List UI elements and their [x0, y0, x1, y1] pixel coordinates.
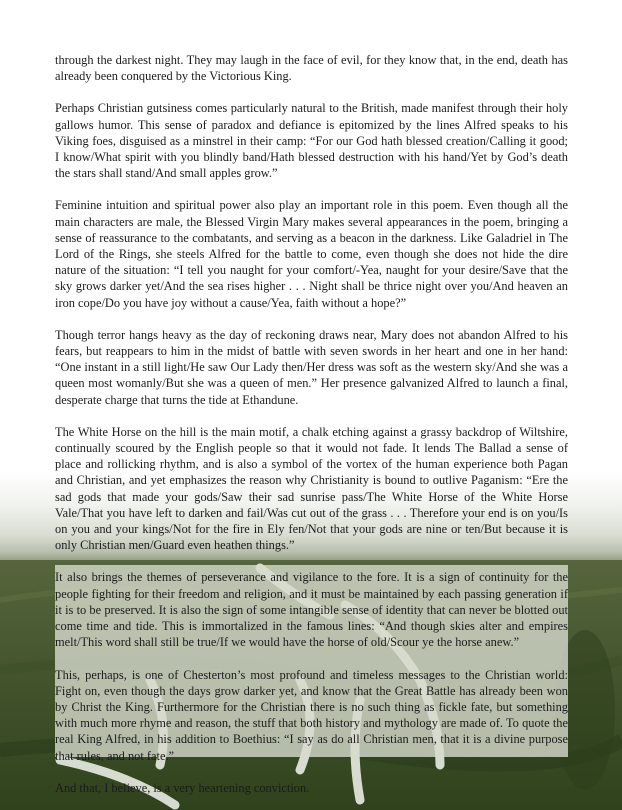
article-body	[55, 52, 568, 796]
paragraph-5: The White Horse on the hill is the main motif, a chalk etching against a grassy backdrop of Wiltshire, continually scoured by the English people so that it would not fade. It lends The Ballad a sense of place and rollicking rhythm, and is also a symbol of the vortex of the human experience both Pagan and Christian, and yet emphasizes the reason why Christianity is bound to outlive Paganism: “Ere the sad gods that made your gods/Saw their sad sunrise pass/The White Horse of the White Horse Vale/That you have left to darken and fail/Was cut out of the grass . . . Therefore your end is on you/Is on you and your kings/Not for the fire in Ely fen/Not that your gods are nine or ten/But because it is only Christian men/Guard even heathen things.”	[55, 424, 568, 553]
paragraph-6: It also brings the themes of perseverance and vigilance to the fore. It is a sign of continuity for the people fighting for their freedom and religion, and it must be maintained by each passing generation if it is to be preserved. It is also the sign of some intangible sense of identity that can never be blotted out come time and tide. This is immortalized in the famous lines: “And though skies alter and empires melt/This word shall still be true/If we would have the horse of old/Scour ye the horse anew.”	[55, 570, 568, 650]
paragraph-4: Though terror hangs heavy as the day of reckoning draws near, Mary does not abandon Alfred to his fears, but reappears to him in the midst of battle with seven swords in her heart and one in her hand: “One instant in a still light/He saw Our Lady then/Her dress was soft as the western sky/And she was a queen most womanly/But she was a queen of men.” Her presence galvanized Alfred to launch a final, desperate charge that turns the tide at Ethandune.	[55, 327, 568, 407]
paragraph-7: This, perhaps, is one of Chesterton’s most profound and timeless messages to the Christian world: Fight on, even though the days grow darker yet, and know that the Great Battle has already been won by Christ the King. Furthermore for the Christian there is no such thing as fickle fate, but something with much more rhyme and reason, the stuff that both history and mythology are made of. To quote the real King Alfred, in his addition to Boethius: “I say as do all Christian men, that it is a divine purpose that rules, and not fate.”	[55, 667, 568, 763]
paragraph-8: And that, I believe, is a very heartening conviction.	[55, 780, 310, 795]
paragraph-2: Perhaps Christian gutsiness comes particularly natural to the British, made manifest through their holy gallows humor. This sense of paradox and defiance is epitomized by the lines Alfred speaks to his Viking foes, disguised as a minstrel in their camp: “For our God hath blessed creation/Calling it good; I know/What spirit with you blindly band/Hath blessed destruction with his hand/Yet by God’s death the stars shall stand/And small apples grow.”	[55, 101, 568, 181]
paragraph-1: through the darkest night. They may laugh in the face of evil, for they know that, in the end, death has already been conquered by the Victorious King.	[55, 53, 568, 84]
paragraph-3: Feminine intuition and spiritual power also play an important role in this poem. Even though all the main characters are male, the Blessed Virgin Mary makes several appearances in the poem, bringing a sense of reassurance to the combatants, and serving as a beacon in the darkness. Like Galadriel in The Lord of the Rings, she steels Alfred for the battle to come, even though she does not hide the dire nature of the situation: “I tell you naught for your comfort/-Yea, naught for your desire/Save that the sky grows darker yet/And the sea rises higher . . . Night shall be thrice night over you/And heaven an iron cope/Do you have joy without a cause/Yea, faith without a hope?”	[55, 198, 568, 310]
